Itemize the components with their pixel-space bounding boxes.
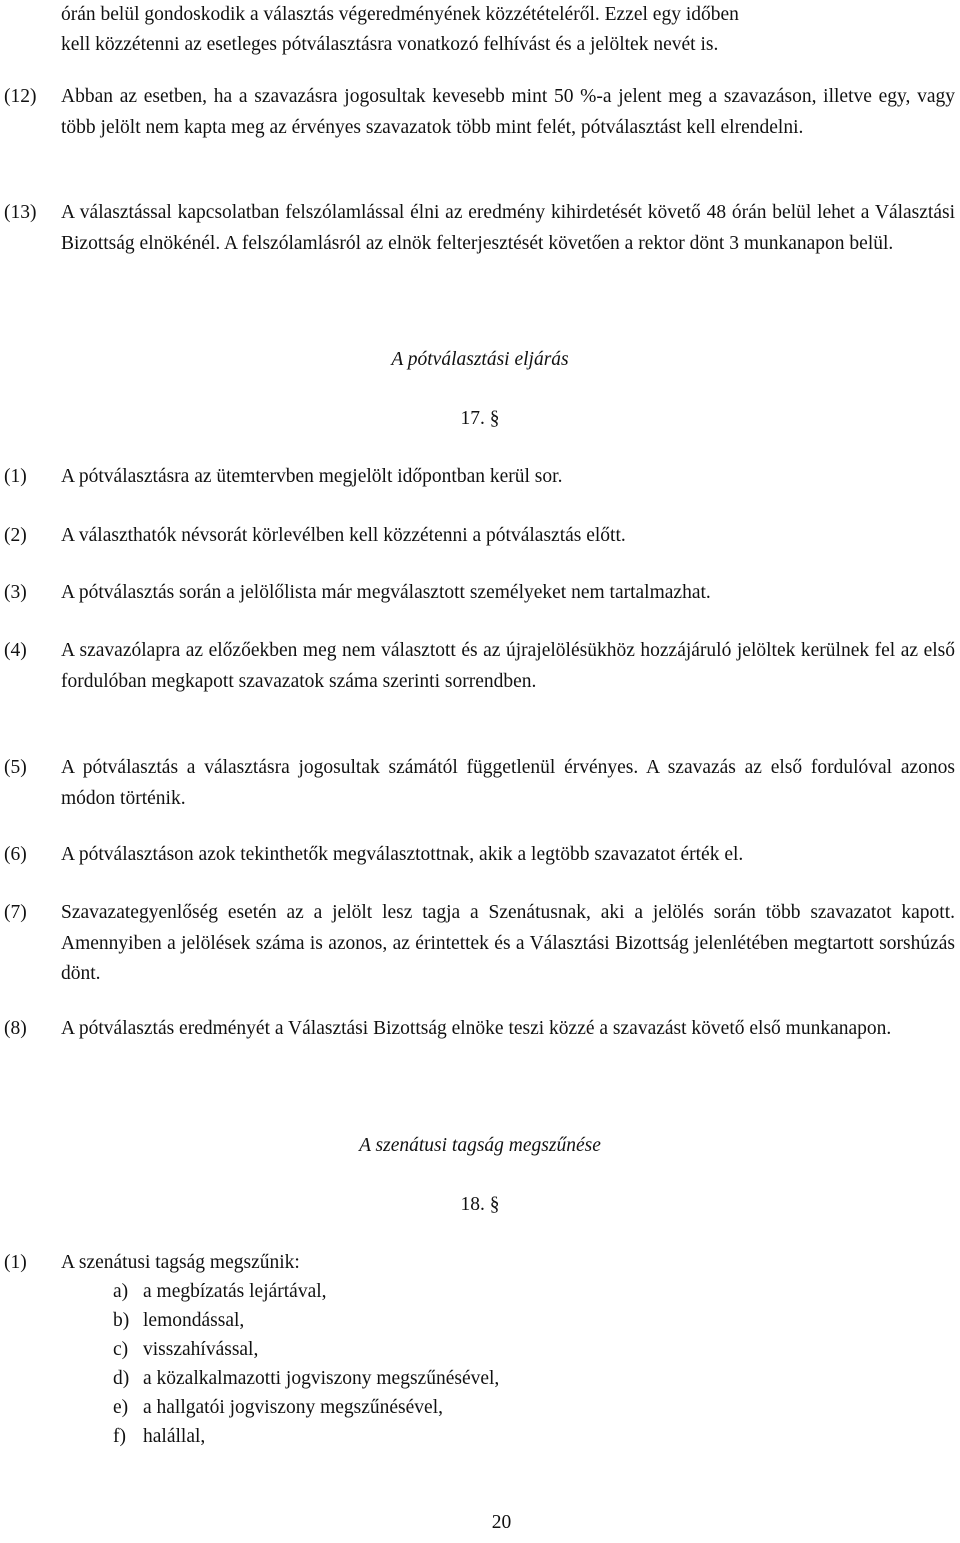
page-number: 20 <box>491 1512 512 1533</box>
paragraph-number: (13) <box>4 202 37 223</box>
intro-line-1: órán belül gondoskodik a választás végeredményének közzétételéről. Ezzel egy időben <box>61 4 739 25</box>
paragraph-number: (7) <box>4 902 27 923</box>
paragraph-text: Abban az esetben, ha a szavazásra jogosultak kevesebb mint 50 %-a jelent meg a szavazáson, illetve egy, vagy több jelölt nem kapta meg az érvényes szavazatok több mint felét, pótválasztást kell elrendelni. <box>61 86 955 138</box>
list-item-text: a megbízatás lejártával, <box>143 1281 327 1302</box>
paragraph-number: (8) <box>4 1018 27 1039</box>
list-item-label: d) <box>113 1368 130 1389</box>
paragraph-number: (2) <box>4 525 27 546</box>
list-item <box>113 1364 499 1394</box>
list-item-text: lemondással, <box>143 1310 245 1331</box>
paragraph-text: A választással kapcsolatban felszólamlással élni az eredmény kihirdetését követő 48 órán belül lehet a Választási Bizottság elnökénél. A felszólamlásról az elnök felterjesztését követően a rektor dönt 3 munkanapon belül. <box>61 202 955 254</box>
list-item <box>113 1393 443 1423</box>
list-item-label: b) <box>113 1310 130 1331</box>
paragraph-number: (5) <box>4 757 27 778</box>
list-item <box>113 1306 244 1336</box>
list-item-label: e) <box>113 1397 129 1418</box>
paragraph-number: (1) <box>4 1252 27 1273</box>
paragraph-number: (3) <box>4 582 27 603</box>
paragraph-number: (6) <box>4 844 27 865</box>
paragraph-text: A pótválasztáson azok tekinthetők megválasztottnak, akik a legtöbb szavazatot érték el. <box>61 844 744 865</box>
list-item-text: visszahívással, <box>143 1339 259 1360</box>
paragraph-number: (1) <box>4 466 27 487</box>
list-item-label: a) <box>113 1281 129 1302</box>
paragraph-text: A pótválasztás eredményét a Választási Bizottság elnöke teszi közzé a szavazást követő első munkanapon. <box>61 1018 892 1039</box>
paragraph-number: (12) <box>4 86 37 107</box>
paragraph-text: A pótválasztásra az ütemtervben megjelölt időpontban kerül sor. <box>61 466 563 487</box>
list-item <box>113 1277 327 1307</box>
paragraph-text: A szavazólapra az előzőekben meg nem választott és az újrajelölésükhöz hozzájáruló jelöltek kerülnek fel az első fordulóban megkapott szavazatok száma szerinti sorrendben. <box>61 640 955 692</box>
list-item-label: f) <box>113 1426 126 1447</box>
section-18-number: 18. § <box>460 1194 500 1215</box>
paragraph-text: Szavazategyenlőség esetén az a jelölt lesz tagja a Szenátusnak, aki a jelölés során több szavazatot kapott. Amennyiben a jelölések száma is azonos, az érintettek és a Választási Bizottság jelenlétében megtartott sorshúzás dönt. <box>61 902 955 984</box>
section-17-number: 17. § <box>460 408 500 429</box>
list-item <box>113 1335 258 1365</box>
paragraph-text: A választhatók névsorát körlevélben kell közzétenni a pótválasztás előtt. <box>61 525 626 546</box>
paragraph-text: A pótválasztás során a jelölőlista már megválasztott személyeket nem tartalmazhat. <box>61 582 711 603</box>
paragraph-text: A szenátusi tagság megszűnik: <box>61 1252 300 1273</box>
section-17-title: A pótválasztási eljárás <box>391 349 569 370</box>
list-item-text: a közalkalmazotti jogviszony megszűnésével, <box>143 1368 500 1389</box>
list-item-label: c) <box>113 1339 129 1360</box>
intro-line-2: kell közzétenni az esetleges pótválasztásra vonatkozó felhívást és a jelöltek nevét is. <box>61 34 719 55</box>
list-item <box>113 1422 205 1452</box>
list-item-text: halállal, <box>143 1426 206 1447</box>
paragraph-number: (4) <box>4 640 27 661</box>
section-18-title: A szenátusi tagság megszűnése <box>359 1135 601 1156</box>
paragraph-text: A pótválasztás a választásra jogosultak számától függetlenül érvényes. A szavazás az első fordulóval azonos módon történik. <box>61 757 955 809</box>
list-item-text: a hallgatói jogviszony megszűnésével, <box>143 1397 444 1418</box>
